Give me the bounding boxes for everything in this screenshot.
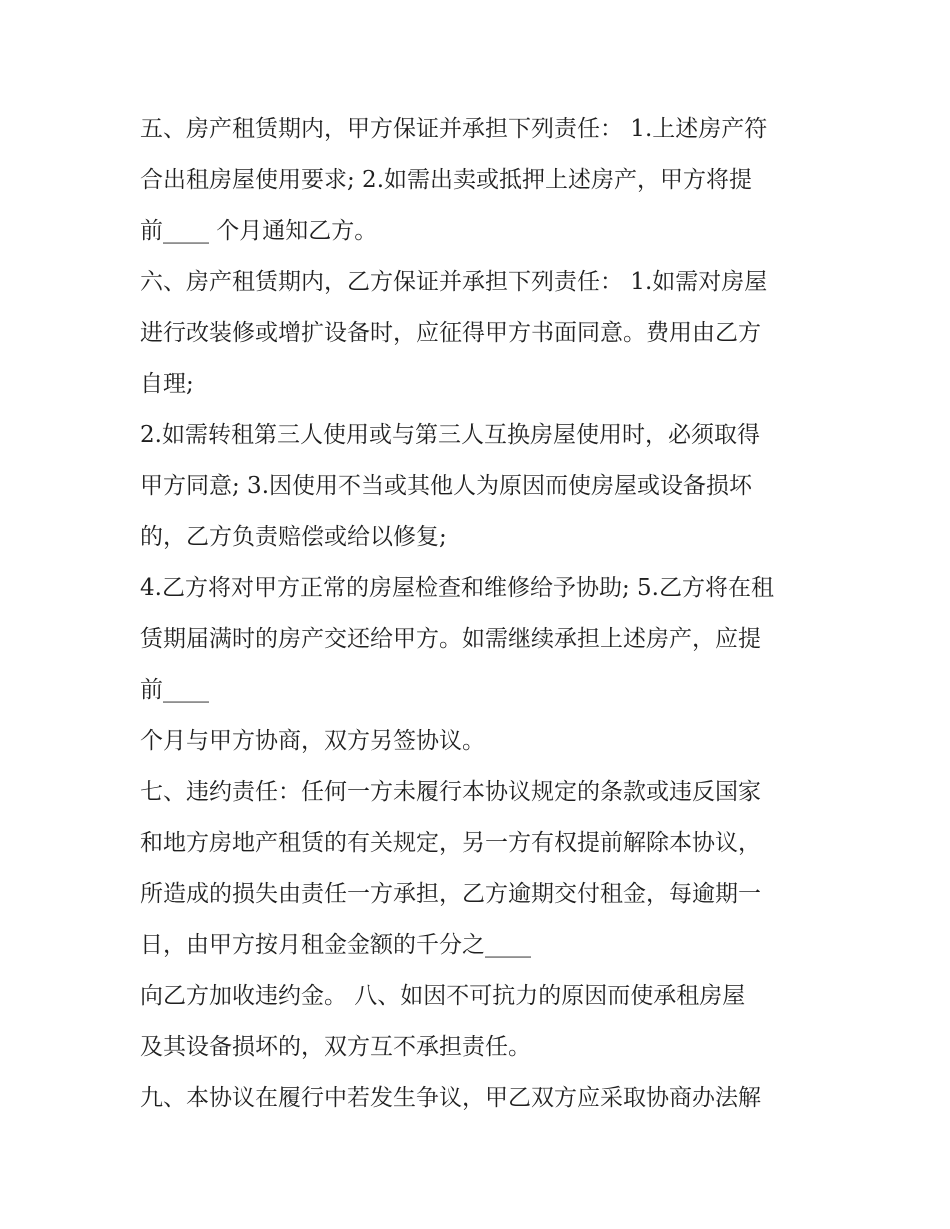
text-line: 六、房产租赁期内，乙方保证并承担下列责任： 1.如需对房屋	[140, 269, 768, 295]
text-line: 赁期届满时的房产交还给甲方。如需继续承担上述房产，应提	[140, 626, 761, 652]
text-line: 五、房产租赁期内，甲方保证并承担下列责任： 1.上述房产符	[140, 116, 768, 142]
text-line: 的，乙方负责赔偿或给以修复;	[140, 524, 447, 550]
text-line: 所造成的损失由责任一方承担，乙方逾期交付租金，每逾期一	[140, 881, 761, 907]
text-line: 九、本协议在履行中若发生争议，甲乙双方应采取协商办法解	[140, 1085, 761, 1111]
text-line: 进行改装修或增扩设备时，应征得甲方书面同意。费用由乙方	[140, 320, 761, 346]
text-line: 及其设备损坏的，双方互不承担责任。	[140, 1034, 531, 1060]
text-line: 4.乙方将对甲方正常的房屋检查和维修给予协助; 5.乙方将在租	[140, 575, 774, 601]
document-body	[140, 104, 830, 1124]
text-line: 向乙方加收违约金。 八、如因不可抗力的原因而使承租房屋	[140, 983, 746, 1009]
text-line: 前____ 个月通知乙方。	[140, 218, 378, 244]
text-line: 日，由甲方按月租金金额的千分之____	[140, 932, 531, 958]
text-line: 2.如需转租第三人使用或与第三人互换房屋使用时，必须取得	[140, 422, 760, 448]
text-line: 个月与甲方协商，双方另签协议。	[140, 728, 485, 754]
text-line: 前____	[140, 677, 209, 703]
text-line: 自理;	[140, 371, 194, 397]
text-line: 合出租房屋使用要求; 2.如需出卖或抵押上述房产，甲方将提	[140, 167, 753, 193]
text-line: 甲方同意; 3.因使用不当或其他人为原因而使房屋或设备损坏	[140, 473, 753, 499]
text-line: 七、违约责任：任何一方未履行本协议规定的条款或违反国家	[140, 779, 761, 805]
text-line: 和地方房地产租赁的有关规定，另一方有权提前解除本协议，	[140, 830, 761, 856]
